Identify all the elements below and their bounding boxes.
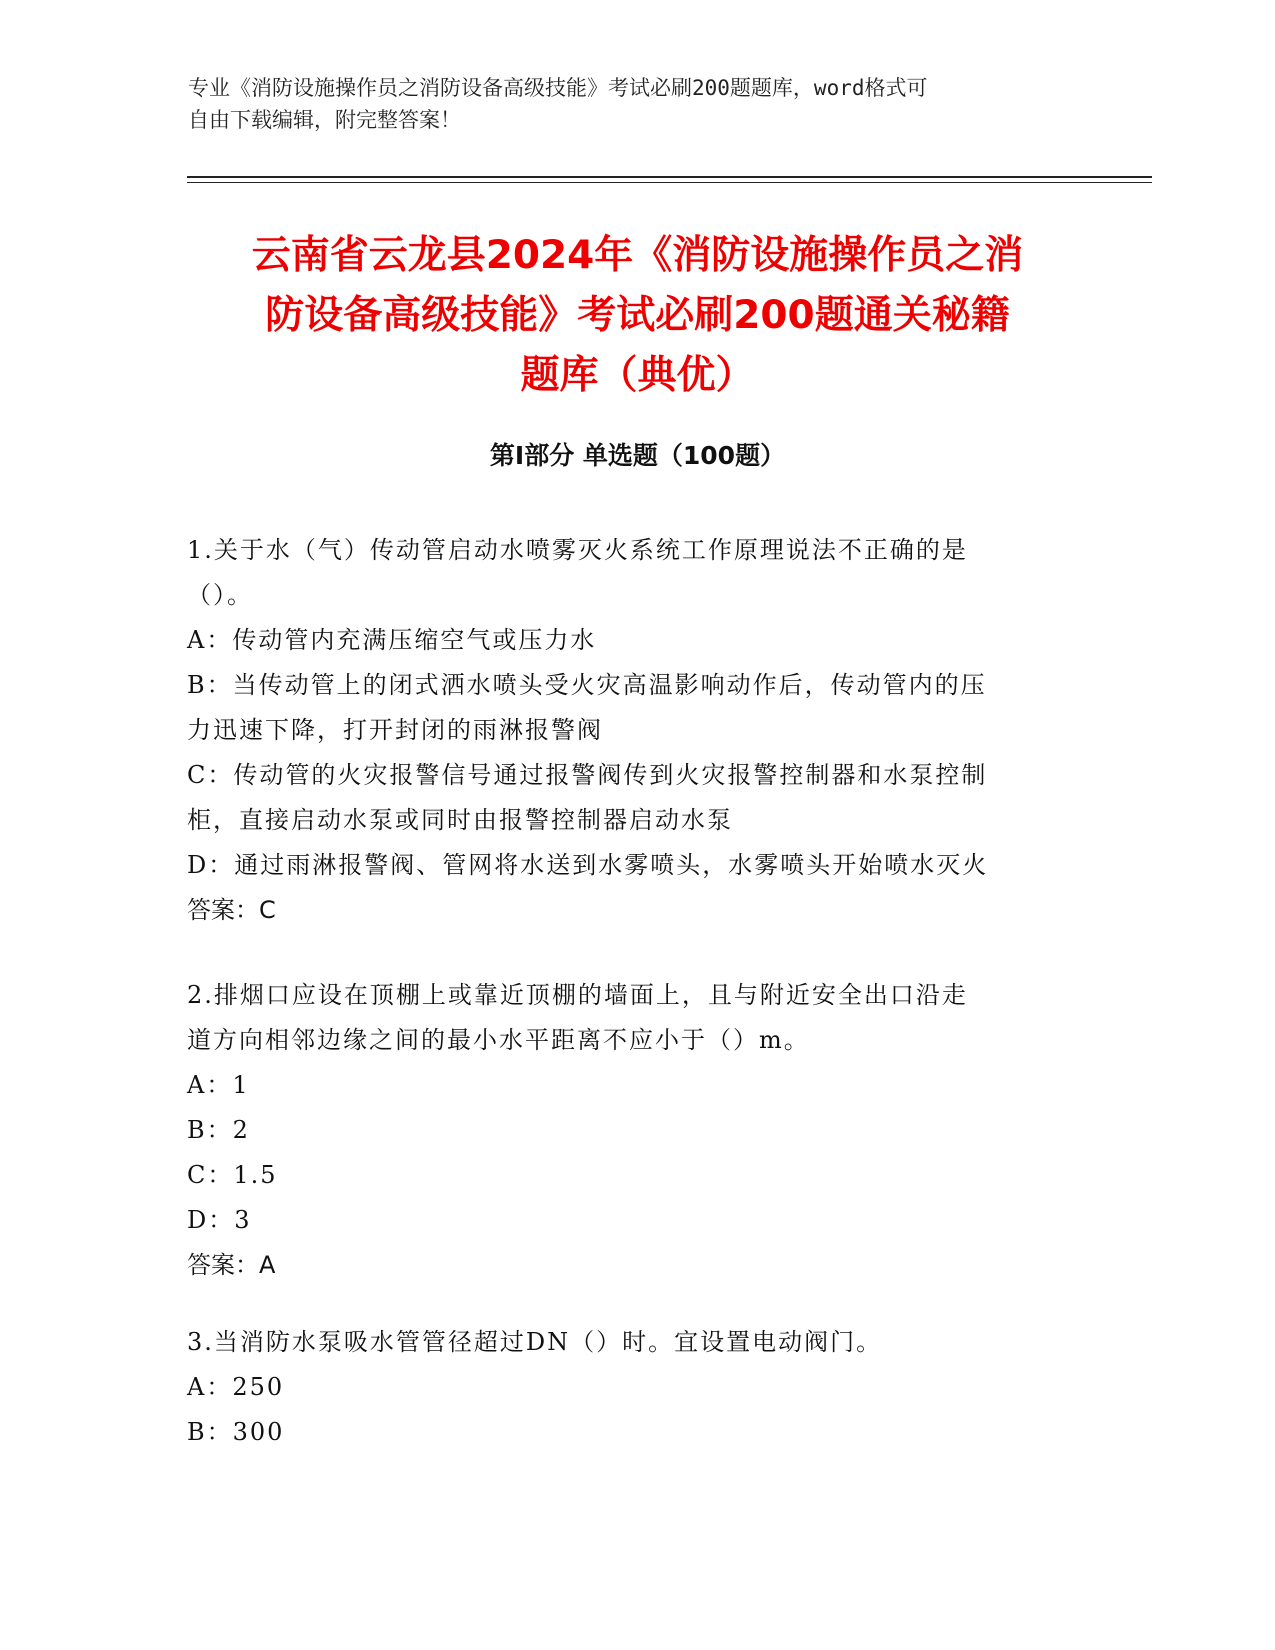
- option-d: D：通过雨淋报警阀、管网将水送到水雾喷头，水雾喷头开始喷水灭火: [187, 851, 989, 879]
- option-c: C：1.5: [187, 1161, 278, 1189]
- question-stem: 1.关于水（气）传动管启动水喷雾灭火系统工作原理说法不正确的是: [187, 536, 968, 564]
- option-b: B：300: [187, 1418, 285, 1446]
- option-a: A：1: [187, 1071, 250, 1099]
- header-note: [188, 72, 1088, 136]
- option-a: A：250: [187, 1373, 285, 1401]
- option-c-continued: 柜，直接启动水泵或同时由报警控制器启动水泵: [187, 806, 733, 834]
- title-line: 防设备高级技能》考试必刷200题通关秘籍: [265, 293, 1010, 338]
- option-b-continued: 力迅速下降，打开封闭的雨淋报警阀: [187, 716, 603, 744]
- header-note-line: 专业《消防设施操作员之消防设备高级技能》考试必刷200题题库，word格式可: [188, 76, 928, 100]
- answer-label: 答案：C: [187, 896, 276, 924]
- question-list: [187, 528, 1077, 1479]
- question-item: [187, 1320, 1077, 1455]
- question-stem: （）。: [187, 581, 253, 609]
- answer-label: 答案：A: [187, 1251, 276, 1279]
- question-item: [187, 528, 1077, 933]
- header-divider-thin: [187, 182, 1152, 183]
- document-title: [180, 226, 1095, 406]
- title-line: 题库（典优）: [520, 353, 755, 398]
- header-note-line: 自由下载编辑，附完整答案！: [188, 108, 461, 132]
- option-d: D：3: [187, 1206, 252, 1234]
- title-line: 云南省云龙县2024年《消防设施操作员之消: [251, 233, 1024, 278]
- header-divider: [187, 176, 1152, 178]
- option-b: B：2: [187, 1116, 250, 1144]
- question-stem: 3.当消防水泵吸水管管径超过DN（）时。宜设置电动阀门。: [187, 1328, 883, 1356]
- option-b: B：当传动管上的闭式洒水喷头受火灾高温影响动作后，传动管内的压: [187, 671, 987, 699]
- question-stem: 2.排烟口应设在顶棚上或靠近顶棚的墙面上，且与附近安全出口沿走: [187, 981, 968, 1009]
- question-item: [187, 973, 1077, 1288]
- option-a: A：传动管内充满压缩空气或压力水: [187, 626, 597, 654]
- option-c: C：传动管的火灾报警信号通过报警阀传到火灾报警控制器和水泵控制: [187, 761, 988, 789]
- section-title: 第I部分 单选题（100题）: [489, 441, 786, 470]
- question-stem: 道方向相邻边缘之间的最小水平距离不应小于（）m。: [187, 1026, 810, 1054]
